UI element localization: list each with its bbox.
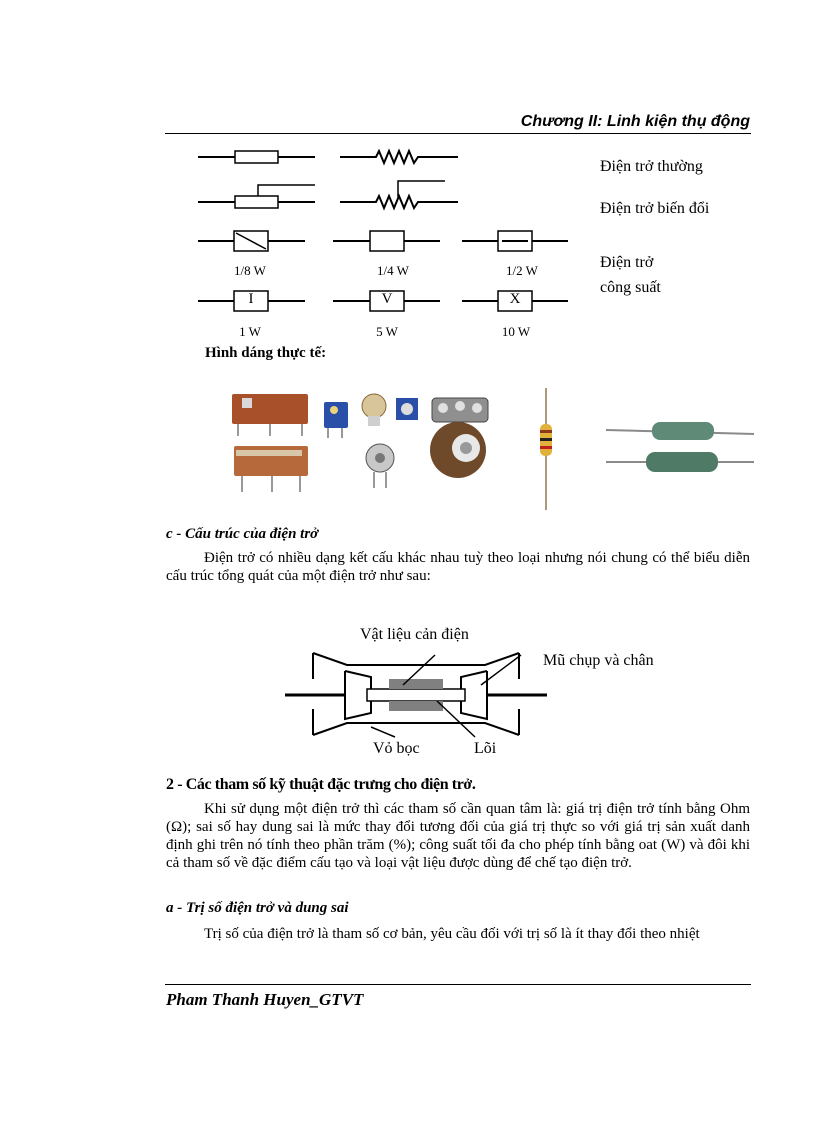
rotary-potentiometer-image <box>430 398 488 478</box>
wattage-1-2: 1/2 W <box>506 263 538 278</box>
label-normal-resistor: Điện trở thường <box>600 158 703 175</box>
label-variable-resistor: Điện trở biến đổi <box>600 200 710 217</box>
wattage-1-4: 1/4 W <box>377 263 409 278</box>
resistor-photos <box>228 388 754 510</box>
label-core: Lõi <box>474 740 497 757</box>
structure-paragraph: Điện trở có nhiều dạng kết cấu khác nhau tuỳ theo loại nhưng nói chung có thể biểu diễn cấu trúc tổng quát của một điện trở như sau: <box>166 550 750 584</box>
label-shell: Vỏ bọc <box>373 740 420 757</box>
tolerance-heading: a - Trị số điện trở và dung sai <box>166 900 349 916</box>
header-rule <box>165 133 751 134</box>
box-letter-x: X <box>509 291 521 307</box>
chapter-title: Chương II: Linh kiện thụ động <box>520 113 750 130</box>
section-2-paragraph: Khi sử dụng một điện trở thì các tham số cần quan tâm là: giá trị điện trở tính bằng Ohm (Ω); sai số hay dung sai là mức thay đổi tương đối của giá trị thực so với giá trị sản xuất danh định ghi trên nó tính theo phần trăm (%); công suất tối đa cho phép tính bằng oat (W) và đôi khi cả tham số về đặc điểm cấu tạo và loại vật liệu được dùng để chế tạo điện trở. <box>166 801 750 871</box>
label-resistive-material: Vật liệu cản điện <box>360 626 469 643</box>
wattage-1-8: 1/8 W <box>234 263 266 278</box>
wattage-5: 5 W <box>376 324 398 339</box>
photos-heading: Hình dáng thực tế: <box>205 345 327 361</box>
structure-heading: c - Cấu trúc của điện trở <box>166 526 319 542</box>
label-power-resistor-2: công suất <box>600 279 661 296</box>
box-letter-v: V <box>381 291 393 307</box>
footer-author: Pham Thanh Huyen_GTVT <box>166 990 364 1009</box>
resistor-symbols-diagram <box>190 140 590 340</box>
resistor-structure-diagram <box>285 645 547 745</box>
box-letter-i: I <box>248 291 254 307</box>
wattage-10: 10 W <box>501 324 531 339</box>
label-power-resistor-1: Điện trở <box>600 254 654 271</box>
tolerance-paragraph: Trị số của điện trở là tham số cơ bản, yêu cầu đối với trị số là ít thay đổi theo nhiệt <box>204 926 700 942</box>
wattage-1: 1 W <box>239 324 261 339</box>
label-cap-and-leads: Mũ chụp và chân <box>543 652 654 669</box>
section-2-heading: 2 - Các tham số kỹ thuật đặc trưng cho điện trở. <box>166 776 476 793</box>
footer-rule <box>165 984 751 985</box>
